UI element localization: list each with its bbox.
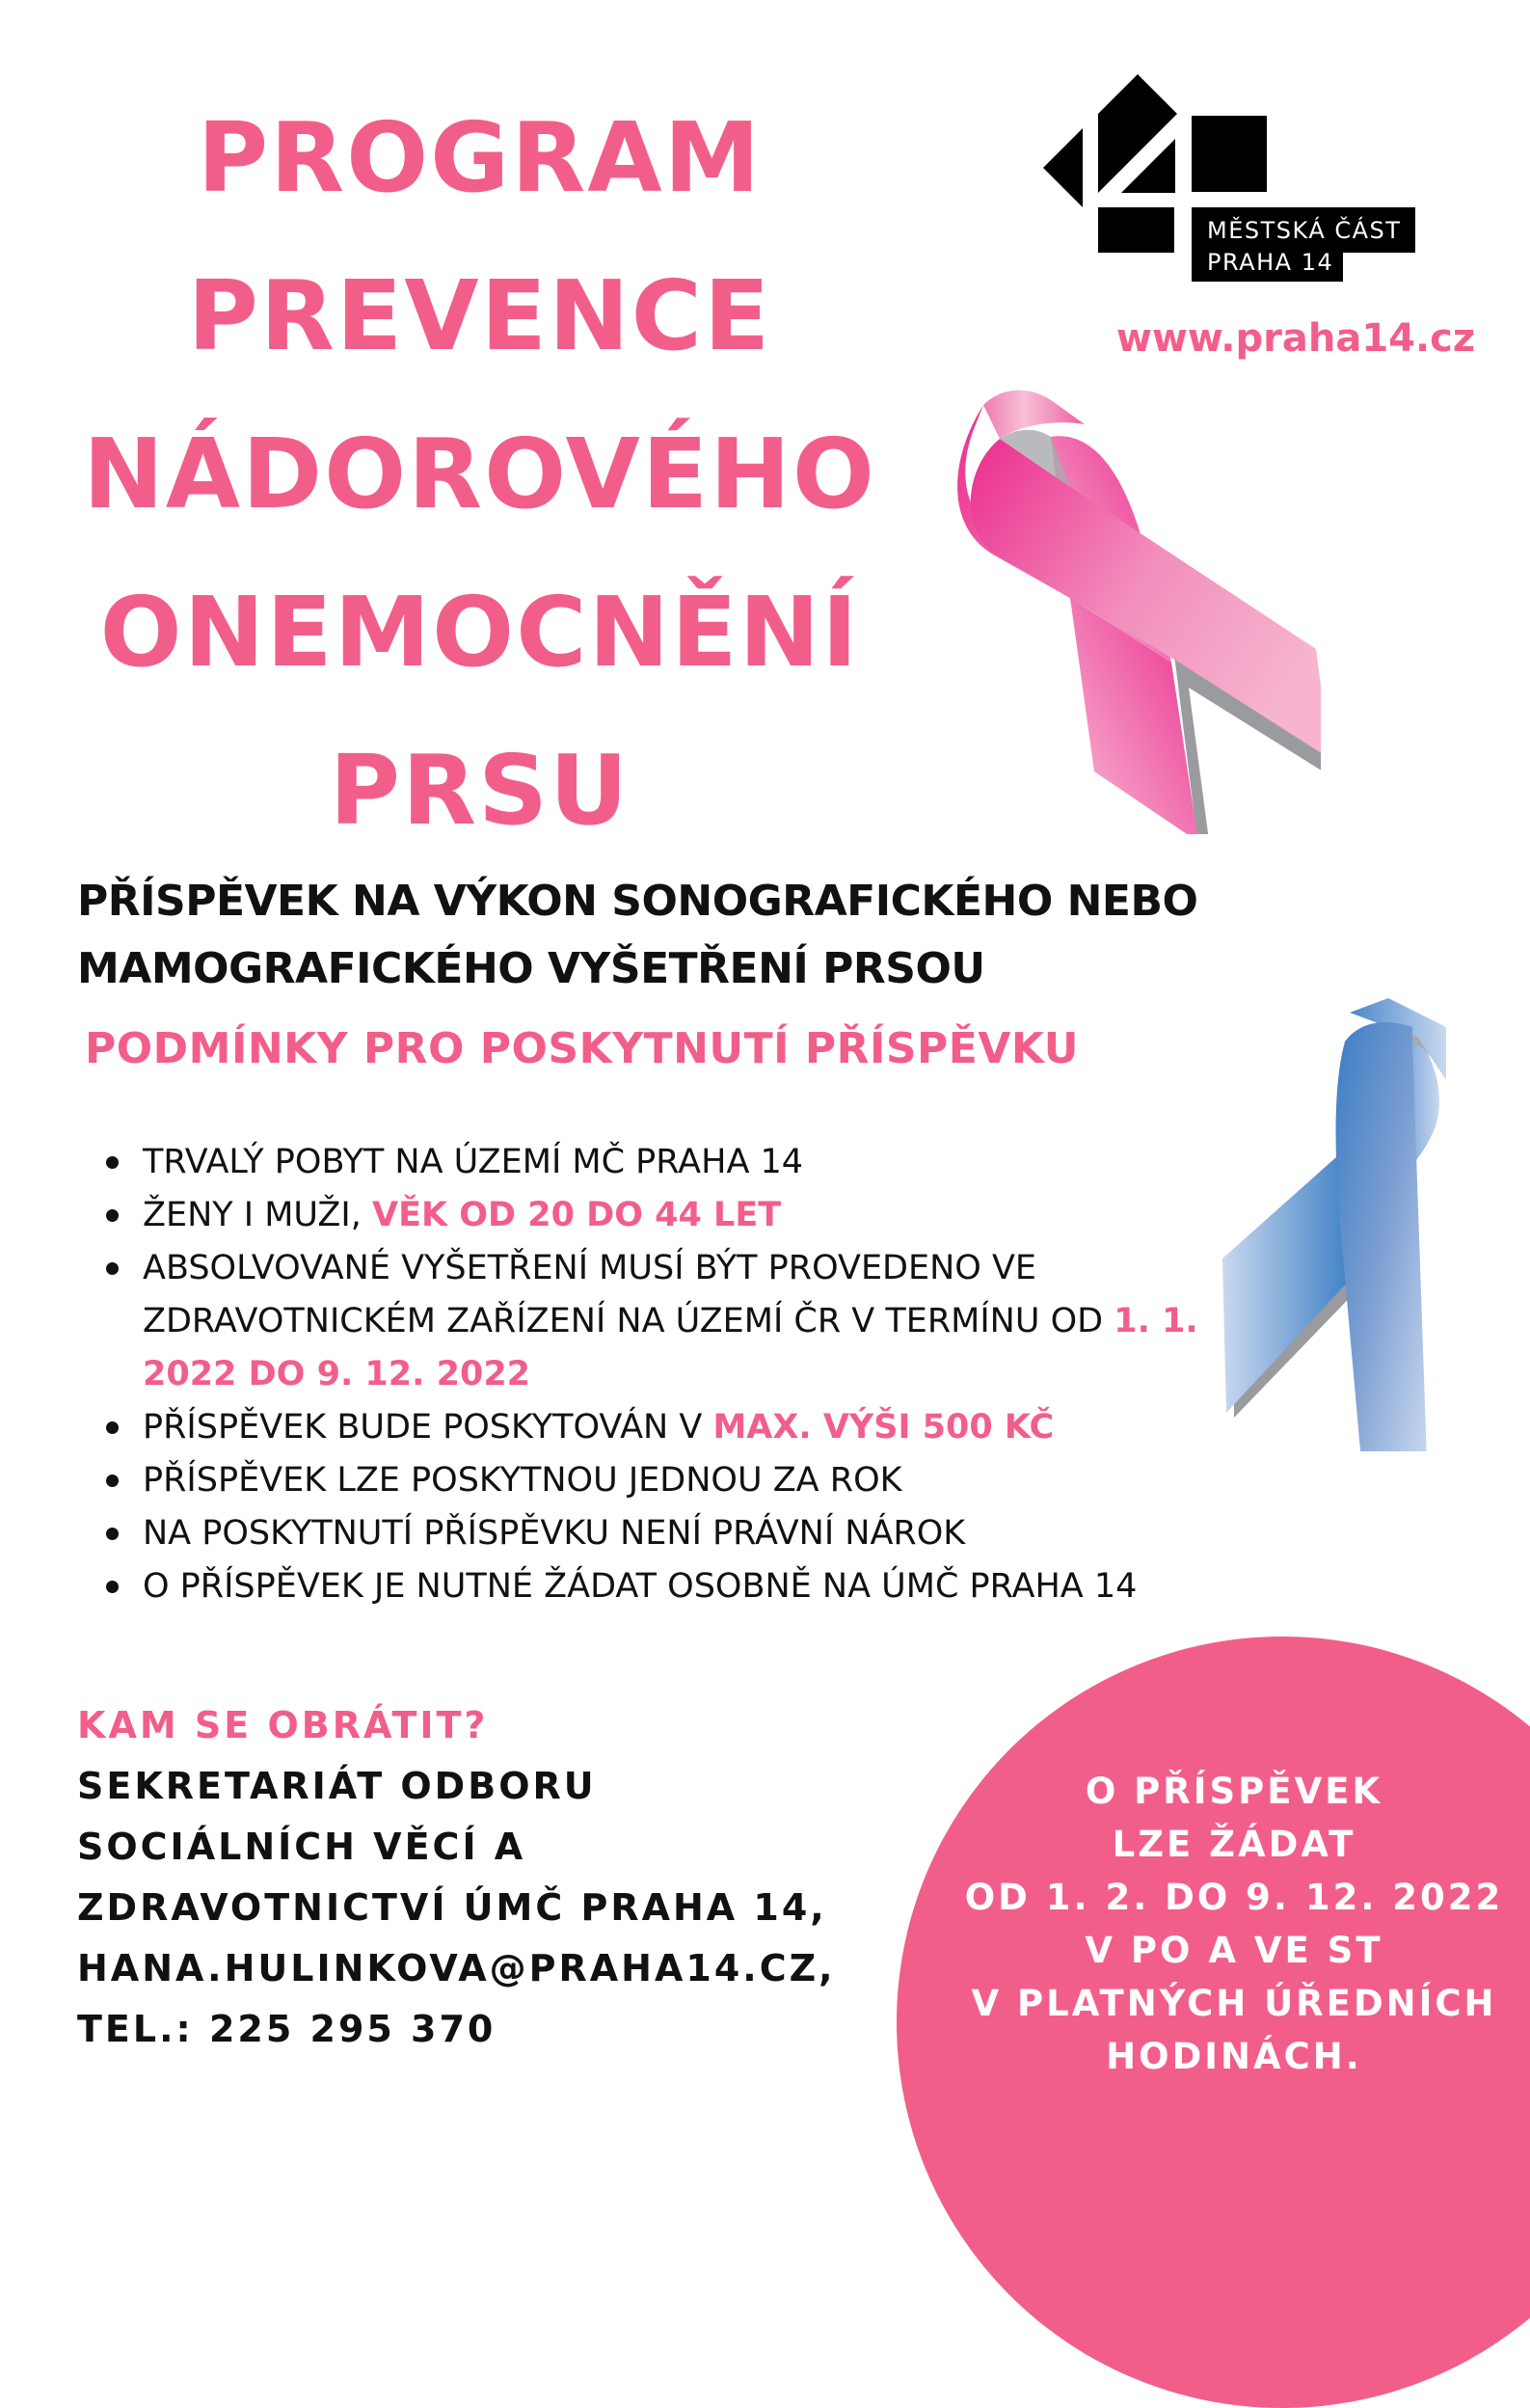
blue-ribbon-icon [1195, 988, 1465, 1451]
contact-line: SEKRETARIÁT ODBORU [77, 1765, 597, 1807]
period-line: HODINÁCH. [1106, 2036, 1362, 2077]
title-line: NÁDOROVÉHO [83, 418, 876, 530]
contact-line: ZDRAVOTNICTVÍ ÚMČ PRAHA 14, [77, 1886, 827, 1929]
list-item: NA POSKYTNUTÍ PŘÍSPĚVKU NENÍ PRÁVNÍ NÁROK [104, 1507, 1213, 1560]
list-item: PŘÍSPĚVEK LZE POSKYTNOU JEDNOU ZA ROK [104, 1454, 1213, 1507]
list-item: ŽENY I MUŽI, VĚK OD 20 DO 44 LET [104, 1189, 1213, 1242]
page-title [39, 79, 921, 870]
list-item: PŘÍSPĚVEK BUDE POSKYTOVÁN V MAX. VÝŠI 500 KČ [104, 1401, 1213, 1454]
logo-line-1: MĚSTSKÁ ČÁST [1207, 217, 1402, 244]
conditions-heading: PODMÍNKY PRO POSKYTNUTÍ PŘÍSPĚVKU [85, 1024, 1079, 1073]
period-line: OD 1. 2. DO 9. 12. 2022 [964, 1877, 1504, 1918]
subtitle-line-1: PŘÍSPĚVEK NA VÝKON SONOGRAFICKÉHO NEBO [77, 877, 1198, 926]
period-line: V PLATNÝCH ÚŘEDNÍCH [971, 1983, 1497, 2024]
subtitle [77, 868, 1234, 1003]
period-line: O PŘÍSPĚVEK [1085, 1771, 1383, 1812]
website-link[interactable]: www.praha14.cz [1116, 316, 1476, 361]
contact-line: SOCIÁLNÍCH VĚCÍ A [77, 1826, 526, 1868]
praha14-logo [1041, 72, 1427, 289]
highlight-period: 1. 1. 2022 DO 9. 12. 2022 [143, 1302, 1198, 1393]
logo-line-2: PRAHA 14 [1207, 249, 1334, 276]
period-line: V PO A VE ST [1085, 1930, 1383, 1971]
highlight-amount: MAX. VÝŠI 500 KČ [712, 1408, 1055, 1447]
logo-text [1207, 215, 1401, 279]
subtitle-line-2: MAMOGRAFICKÉHO VYŠETŘENÍ PRSOU [77, 944, 985, 993]
contact-section [77, 1695, 906, 2060]
contact-phone[interactable]: TEL.: 225 295 370 [77, 2008, 497, 2050]
list-item: TRVALÝ POBYT NA ÚZEMÍ MČ PRAHA 14 [104, 1136, 1213, 1189]
title-line: PRSU [329, 734, 631, 847]
title-line: ONEMOCNĚNÍ [99, 576, 860, 689]
contact-heading: KAM SE OBRÁTIT? [77, 1704, 489, 1746]
period-line: LZE ŽÁDAT [1112, 1824, 1356, 1865]
list-item: O PŘÍSPĚVEK JE NUTNÉ ŽÁDAT OSOBNĚ NA ÚMČ PRAHA 14 [104, 1560, 1213, 1613]
conditions-list [104, 1136, 1213, 1613]
application-period [950, 1765, 1518, 2083]
highlight-age: VĚK OD 20 DO 44 LET [371, 1196, 782, 1234]
pink-ribbon-icon [940, 381, 1321, 834]
title-line: PROGRAM [197, 101, 763, 214]
list-item: ABSOLVOVANÉ VYŠETŘENÍ MUSÍ BÝT PROVEDENO VE ZDRAVOTNICKÉM ZAŘÍZENÍ NA ÚZEMÍ ČR V TERMÍNU OD 1. 1. 2022 DO 9. 12. 2022 [104, 1242, 1242, 1401]
title-line: PREVENCE [187, 259, 772, 372]
contact-email[interactable]: HANA.HULINKOVA@PRAHA14.CZ, [77, 1947, 836, 1989]
